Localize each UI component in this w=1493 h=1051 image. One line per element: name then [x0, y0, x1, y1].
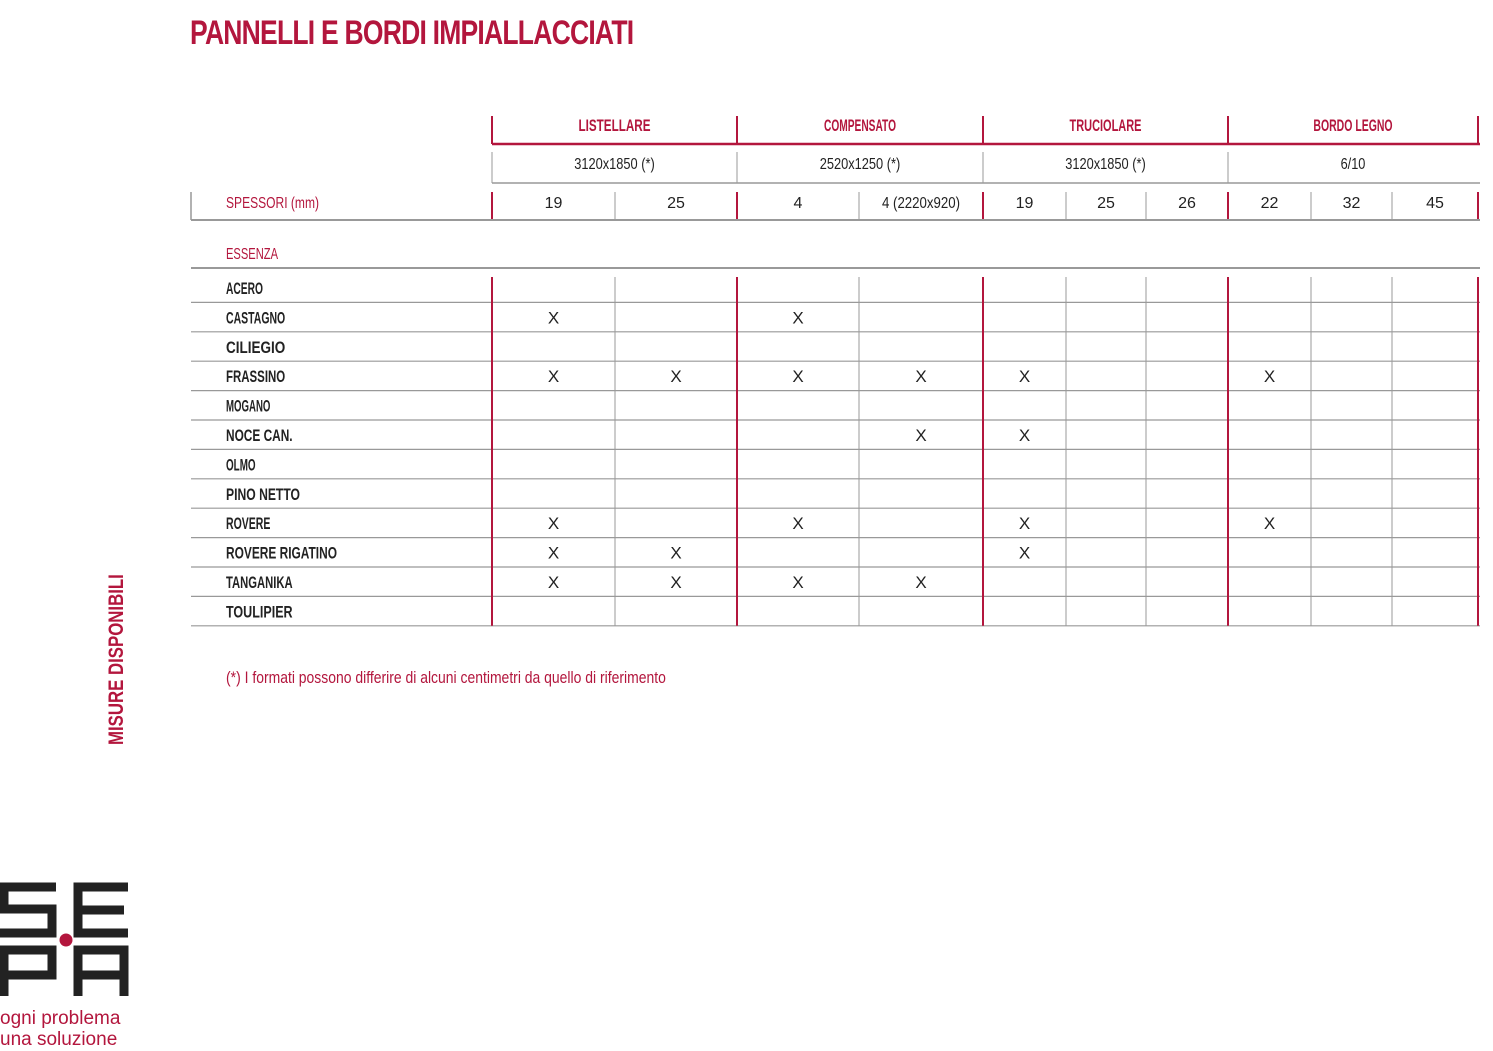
logo-tagline-1: ogni problema — [0, 1008, 121, 1029]
thickness-label: SPESSORI (mm) — [226, 195, 319, 212]
logo-tagline-2: una soluzione — [0, 1029, 118, 1050]
footnote: (*) I formati possono differire di alcuni centimetri da quello di riferimento — [226, 668, 666, 687]
availability-mark: X — [547, 514, 560, 534]
availability-mark: X — [547, 573, 560, 592]
availability-mark: X — [915, 426, 927, 445]
row-label: NOCE CAN. — [226, 426, 293, 445]
sepa-logo — [0, 878, 140, 1048]
row-label: ROVERE — [226, 514, 271, 534]
thickness-value: 19 — [1015, 195, 1034, 212]
thickness-value: 4 (2220x920) — [882, 195, 960, 212]
thickness-value: 19 — [544, 195, 563, 212]
group-header-compensato: COMPENSATO — [824, 116, 896, 135]
availability-mark: X — [547, 367, 560, 387]
availability-mark: X — [1018, 367, 1031, 387]
thickness-value: 22 — [1260, 195, 1279, 212]
thickness-value: 4 — [793, 195, 803, 212]
row-label: OLMO — [226, 455, 256, 475]
availability-mark: X — [915, 573, 927, 592]
thickness-value: 25 — [667, 195, 685, 212]
availability-mark: X — [1018, 426, 1031, 445]
availability-mark: X — [792, 367, 804, 387]
row-label: CASTAGNO — [226, 308, 286, 328]
availability-mark: X — [1263, 367, 1276, 387]
row-label: TANGANIKA — [226, 573, 293, 592]
row-label: MOGANO — [226, 396, 271, 416]
availability-mark: X — [670, 367, 682, 387]
availability-mark: X — [792, 308, 804, 328]
availability-mark: X — [670, 543, 682, 563]
availability-mark: X — [1018, 514, 1031, 534]
row-label: FRASSINO — [226, 367, 286, 387]
side-label: MISURE DISPONIBILI — [105, 574, 128, 745]
availability-mark: X — [792, 573, 804, 592]
availability-mark: X — [792, 514, 804, 534]
row-label: PINO NETTO — [226, 484, 300, 504]
row-label: TOULIPIER — [226, 602, 293, 622]
thickness-value: 26 — [1178, 195, 1196, 212]
row-label: ACERO — [226, 279, 263, 298]
availability-mark: X — [547, 543, 560, 563]
group-format: 3120x1850 (*) — [574, 156, 655, 173]
availability-mark: X — [670, 573, 682, 592]
group-header-listellare: LISTELLARE — [578, 116, 651, 135]
availability-mark: X — [1018, 543, 1031, 563]
thickness-value: 25 — [1097, 195, 1115, 212]
thickness-value: 45 — [1426, 195, 1444, 212]
page-title: PANNELLI E BORDI IMPIALLACCIATI — [190, 14, 634, 52]
group-header-bordo-legno: BORDO LEGNO — [1313, 116, 1393, 135]
sepa-logo-mark — [0, 878, 140, 1003]
row-label: CILIEGIO — [226, 337, 286, 357]
group-format: 6/10 — [1340, 156, 1366, 173]
group-format: 3120x1850 (*) — [1065, 156, 1146, 173]
group-format: 2520x1250 (*) — [819, 156, 901, 173]
availability-mark: X — [915, 367, 927, 387]
availability-mark: X — [1263, 514, 1276, 534]
availability-mark: X — [547, 308, 560, 328]
group-header-truciolare: TRUCIOLARE — [1069, 116, 1142, 135]
essence-label: ESSENZA — [226, 246, 279, 263]
thickness-value: 32 — [1342, 195, 1361, 212]
row-label: ROVERE RIGATINO — [226, 543, 337, 563]
